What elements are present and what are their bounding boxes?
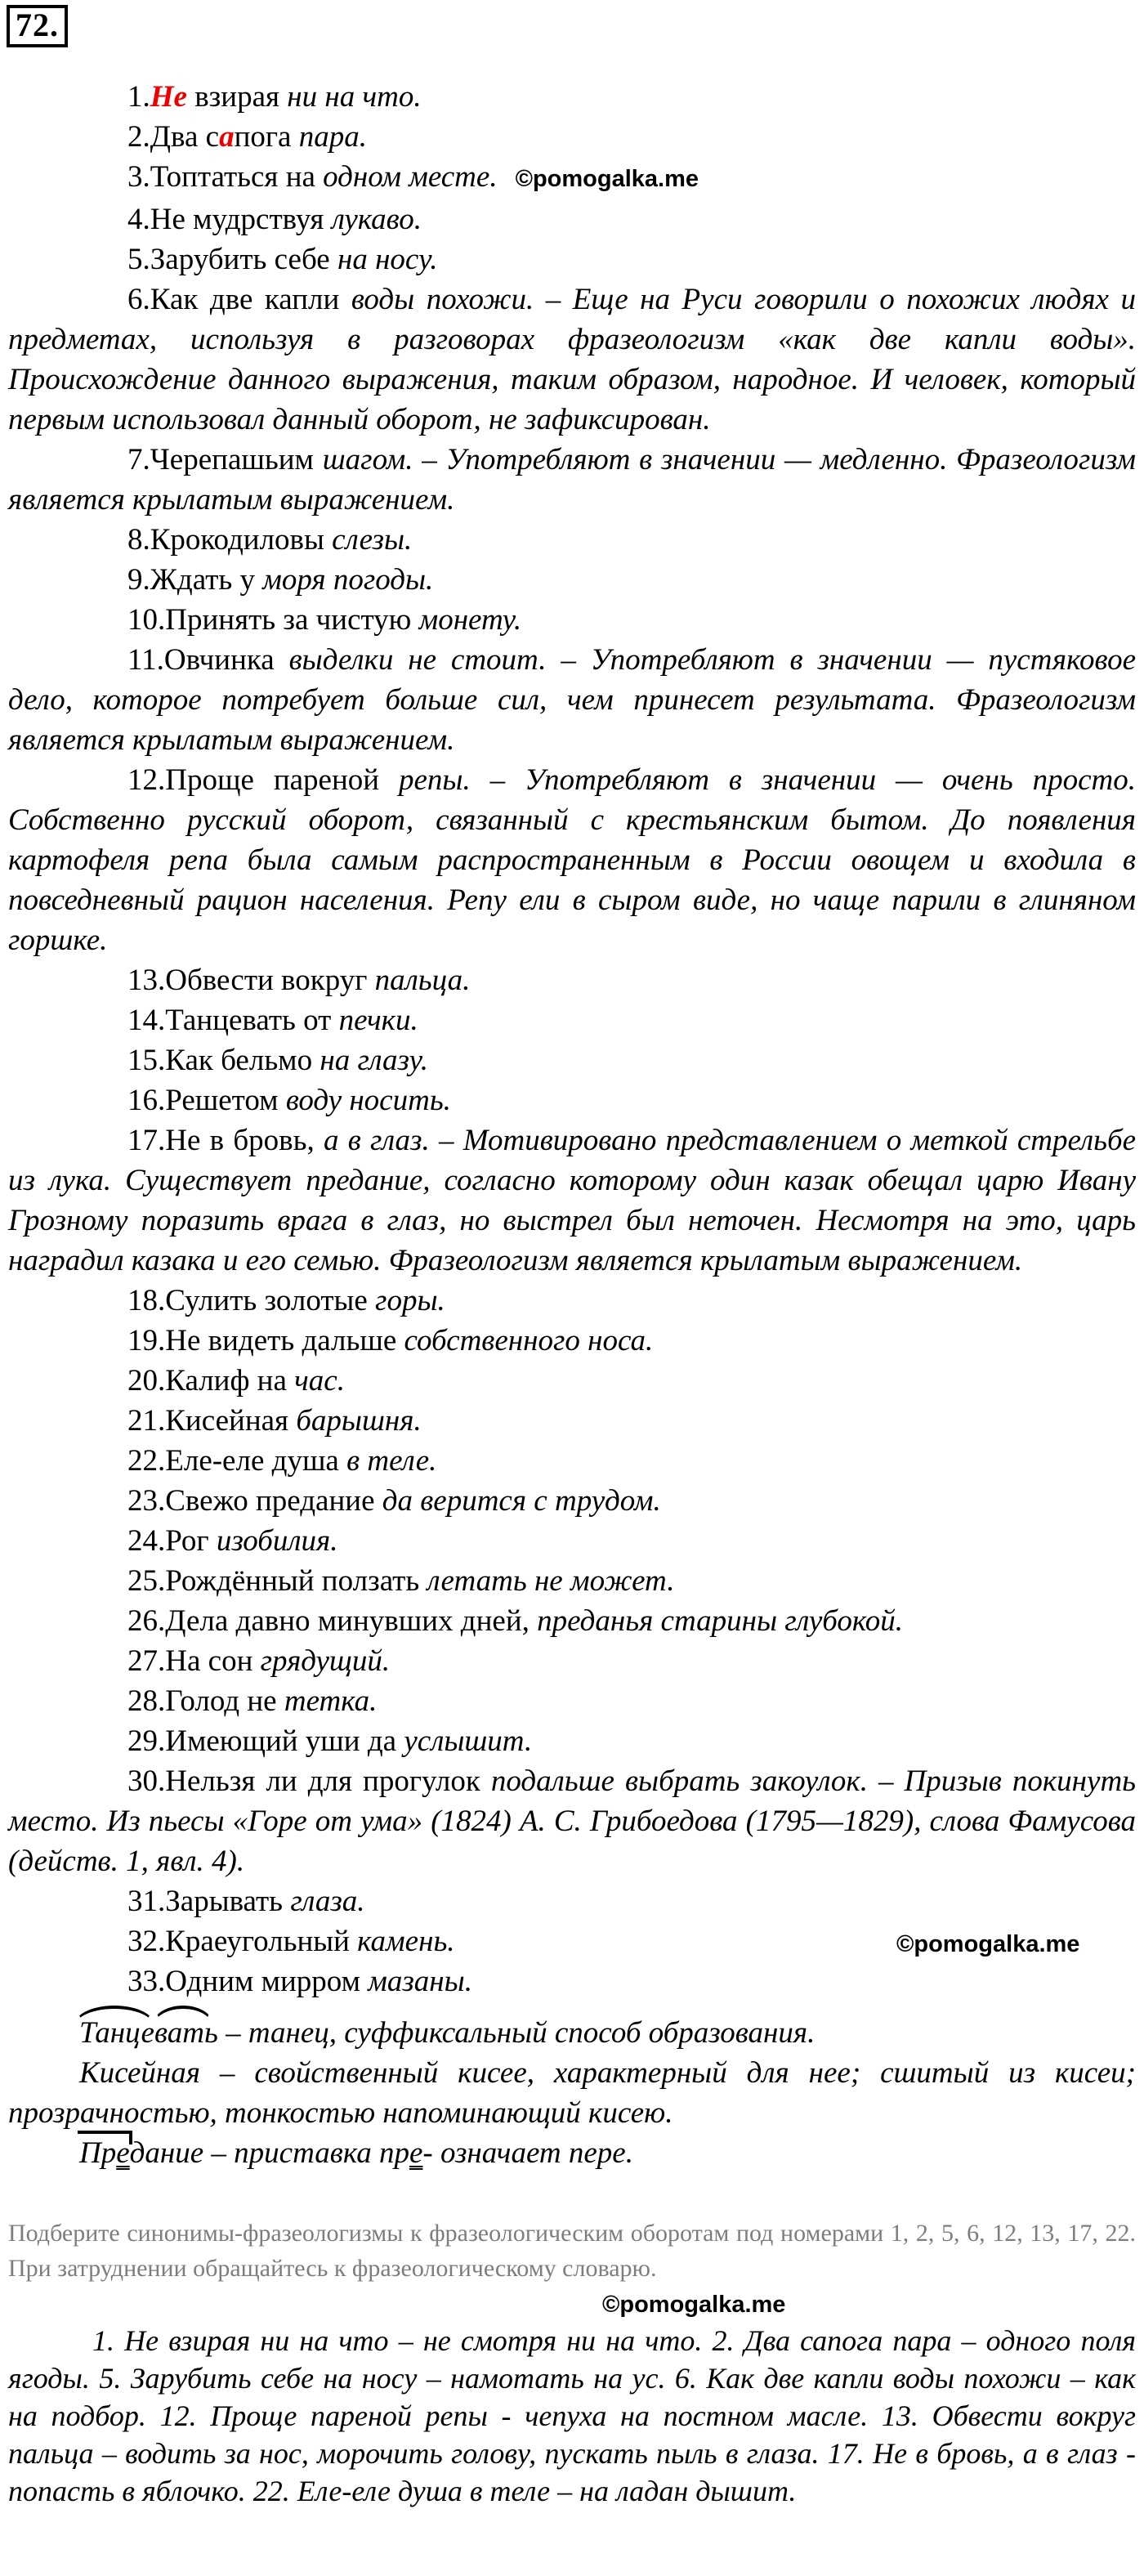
- text-run: Не мудрствуя: [150, 203, 332, 236]
- double-underlined-letter: е: [409, 2136, 423, 2170]
- answer-text: 1. Не взирая ни на что – не смотря ни на что. 2. Два сапога пара – одного поля ягоды. 5. Зарубить себе на носу – намотать на ус. 6. Как две капли воды похожи – как на подбор. 12. Проще пареной репы - чепуха на постном масле. 13. Обвести вокруг пальца – водить за нос, морочить голову, пускать пыль в глаза. 17. Не в бровь, а в глаз - попасть в яблочко. 22. Еле-еле душа в теле – на ладан дышит.: [8, 2324, 1136, 2507]
- list-item: [8, 1921, 1136, 1961]
- text-run: взирая: [186, 80, 288, 114]
- list-item: [8, 1561, 1136, 1601]
- item-number: 7.: [127, 443, 150, 476]
- text-run: воды похожи. – Еще на Руси говорили о похожих людях и предметах, используя в разговорах фразеологизм «как две капли воды». Происхождение данного выражения, таким образом, народное. И человек, который первым использовал данный оборот, не зафиксирован.: [8, 283, 1137, 436]
- list-item: [8, 520, 1136, 560]
- text-run: мазаны.: [368, 1965, 472, 1998]
- text-run: да верится с трудом.: [382, 1484, 661, 1518]
- text-run: собственного носа.: [404, 1324, 654, 1357]
- list-item: [8, 440, 1136, 520]
- item-number: 25.: [127, 1564, 166, 1598]
- text-run: тетка.: [284, 1684, 378, 1718]
- text-run: Проще пареной: [165, 763, 399, 797]
- list-item: [8, 117, 1136, 157]
- text-run: а в глаз. – Мотивировано представлением о меткой стрельбе из лука. Существует предание, согласно которому один казак обещал царю Ивану Грозному поразить врага в глаз, но выстрел был неточен. Несмотря на это, царь наградил казака и его семью. Фразеологизм является крылатым выражением.: [8, 1124, 1136, 1277]
- list-item: [8, 1761, 1136, 1881]
- item-number: 23.: [127, 1484, 166, 1518]
- double-underlined-letter: е: [116, 2136, 130, 2170]
- text-run: монету.: [418, 603, 522, 637]
- list-item: [8, 760, 1136, 960]
- text-run: репы. – Употребляют в значении — очень просто. Собственно русский оборот, связанный с крестьянским бытом. До появления картофеля репа была самым распространенным в России овощем и входила в повседневный рацион населения. Репу ели в сыром виде, но чаще парили в глиняном горшке.: [8, 763, 1136, 957]
- list-item: [8, 1601, 1136, 1641]
- text-run: Голод не: [165, 1684, 284, 1718]
- text-run: изобилия.: [216, 1524, 338, 1558]
- text-run: летать не может.: [427, 1564, 675, 1598]
- list-item: [8, 1481, 1136, 1521]
- list-item: [8, 77, 1136, 117]
- note-tanzevat: [8, 2013, 1136, 2053]
- list-item: [8, 280, 1136, 440]
- item-number: 12.: [127, 763, 166, 797]
- item-number: 28.: [127, 1684, 166, 1718]
- text-run: Кисейная: [165, 1404, 297, 1438]
- prefix-mark: [79, 2136, 130, 2170]
- list-item: [8, 1521, 1136, 1561]
- list-item: [8, 1401, 1136, 1441]
- text-run: грядущий.: [260, 1644, 391, 1678]
- item-number: 26.: [127, 1604, 166, 1638]
- item-number: 9.: [127, 563, 150, 597]
- text-run: пара.: [298, 120, 367, 154]
- list-item: [8, 1681, 1136, 1721]
- text-run: Имеющий уши да: [165, 1724, 404, 1758]
- item-number: 5.: [127, 243, 150, 276]
- text-run: на глазу.: [320, 1044, 429, 1077]
- text-run: барышня.: [296, 1404, 422, 1438]
- morpheme-arc-icon: [74, 2006, 154, 2025]
- text-run: лукаво.: [331, 203, 422, 236]
- list-item: [8, 157, 1136, 199]
- note-text: – танец, суффиксальный способ образования.: [217, 2016, 816, 2050]
- phrase-list: [8, 77, 1136, 2001]
- text-run: преданья старины глубокой.: [537, 1604, 904, 1638]
- text-run: услышит.: [404, 1724, 533, 1758]
- list-item: [8, 1281, 1136, 1321]
- text-run: а: [219, 120, 235, 154]
- text-run: Не в бровь,: [165, 1124, 324, 1157]
- item-number: 8.: [127, 523, 150, 557]
- list-item: [8, 560, 1136, 600]
- note-word: Танцевать: [79, 2016, 218, 2050]
- text-run: в теле.: [346, 1444, 437, 1478]
- text-run: Два с: [150, 120, 220, 154]
- text-run: глаза.: [290, 1885, 365, 1918]
- note-word-part: Пр: [79, 2136, 117, 2170]
- list-item: [8, 1721, 1136, 1761]
- watermark: ©pomogalka.me: [896, 1931, 1080, 1957]
- text-run: Принять за чистую: [165, 603, 419, 637]
- text-run: Черепашьим: [150, 443, 323, 476]
- text-run: выделки не стоит. – Употребляют в значении — пустяковое дело, которое потребует больше сил, чем принесет результата. Фразеологизм является крылатым выражением.: [8, 643, 1136, 757]
- item-number: 11.: [127, 643, 164, 677]
- list-item: [8, 640, 1136, 760]
- text-run: Еле-еле душа: [165, 1444, 347, 1478]
- text-run: пога: [234, 120, 299, 154]
- text-run: подальше выбрать закоулок. – Призыв покинуть место. Из пьесы «Горе от ума» (1824) А. С. Грибоедова (1795—1829), слова Фамусова (действ. 1, явл. 4).: [8, 1764, 1137, 1878]
- item-number: 27.: [127, 1644, 166, 1678]
- list-item: [8, 199, 1136, 239]
- text-run: Калиф на: [165, 1364, 295, 1398]
- list-item: [8, 1361, 1136, 1401]
- item-number: 3.: [127, 160, 150, 194]
- item-number: 10.: [127, 603, 166, 637]
- text-run: Обвести вокруг: [165, 964, 375, 997]
- item-number: 20.: [127, 1364, 166, 1398]
- text-run: На сон: [165, 1644, 261, 1678]
- morpheme-arc-icon: [153, 2006, 213, 2025]
- item-number: 14.: [127, 1004, 166, 1037]
- item-number: 1.: [127, 80, 150, 114]
- text-run: камень.: [357, 1925, 455, 1958]
- note-predanie: [8, 2133, 1136, 2173]
- item-number: 6.: [127, 283, 150, 316]
- list-item: [8, 1120, 1136, 1281]
- item-number: 4.: [127, 203, 150, 236]
- list-item: [8, 960, 1136, 1000]
- text-run: Рождённый ползать: [165, 1564, 427, 1598]
- list-item: [8, 600, 1136, 640]
- morphology-notes: [8, 2013, 1136, 2173]
- task-text: Подберите синонимы-фразеологизмы к фразеологическим оборотам под номерами 1, 2, 5, 6, 12, 13, 17, 22. При затруднении обращайтесь к фразеологическому словарю.: [8, 2220, 1136, 2282]
- text-run: Краеугольный: [165, 1925, 358, 1958]
- text-run: одном месте.: [323, 160, 498, 194]
- text-run: Зарубить себе: [150, 243, 337, 276]
- text-run: Рог: [165, 1524, 217, 1558]
- list-item: [8, 1000, 1136, 1040]
- text-run: на носу.: [337, 243, 438, 276]
- item-number: 32.: [127, 1925, 166, 1958]
- item-number: 2.: [127, 120, 150, 154]
- text-run: печки.: [338, 1004, 418, 1037]
- item-number: 21.: [127, 1404, 166, 1438]
- arc-marked-word: [79, 2013, 218, 2053]
- text-run: Как бельмо: [165, 1044, 320, 1077]
- item-number: 13.: [127, 964, 166, 997]
- text-run: ни на что.: [287, 80, 422, 114]
- text-run: Овчинка: [163, 643, 289, 677]
- item-number: 15.: [127, 1044, 166, 1077]
- item-number: 33.: [127, 1965, 166, 1998]
- list-item: [8, 1961, 1136, 2001]
- watermark: ©pomogalka.me: [602, 2292, 786, 2318]
- text-run: Ждать у: [150, 563, 263, 597]
- text-run: Нельзя ли для прогулок: [165, 1764, 491, 1798]
- watermark: ©pomogalka.me: [515, 166, 699, 192]
- item-number: 18.: [127, 1284, 166, 1317]
- text-run: Не: [150, 80, 187, 114]
- text-run: Решетом: [165, 1084, 286, 1117]
- item-number: 22.: [127, 1444, 166, 1478]
- item-number: 19.: [127, 1324, 166, 1357]
- list-item: [8, 1321, 1136, 1361]
- item-number: 16.: [127, 1084, 166, 1117]
- text-run: Сулить золотые: [165, 1284, 376, 1317]
- text-run: слезы.: [332, 523, 413, 557]
- text-run: Топтаться на: [150, 160, 324, 194]
- list-item: [8, 1641, 1136, 1681]
- text-run: моря погоды.: [262, 563, 434, 597]
- text-run: Не видеть дальше: [165, 1324, 404, 1357]
- note-text: дание – приставка пр: [129, 2136, 409, 2170]
- list-item: [8, 1441, 1136, 1481]
- text-run: Одним мирром: [165, 1965, 369, 1998]
- list-item: [8, 1040, 1136, 1080]
- text-run: Свежо предание: [165, 1484, 382, 1518]
- list-item: [8, 1881, 1136, 1921]
- exercise-number: 72.: [7, 5, 68, 47]
- list-item: [8, 1080, 1136, 1120]
- text-run: шагом. – Употребляют в значении — медленно. Фразеологизм является крылатым выражением.: [8, 443, 1136, 517]
- text-run: Зарывать: [165, 1885, 291, 1918]
- text-run: горы.: [375, 1284, 445, 1317]
- item-number: 29.: [127, 1724, 166, 1758]
- note-text: - означает пере.: [422, 2136, 633, 2170]
- item-number: 17.: [127, 1124, 166, 1157]
- item-number: 31.: [127, 1885, 166, 1918]
- text-run: Крокодиловы: [150, 523, 333, 557]
- note-kiseynaya: Кисейная – свойственный кисее, характерный для нее; сшитый из кисеи; прозрачностью, тонкостью напоминающий кисею.: [8, 2056, 1136, 2130]
- text-run: пальца.: [374, 964, 471, 997]
- text-run: воду носить.: [285, 1084, 451, 1117]
- text-run: Как две капли: [150, 283, 351, 316]
- text-run: час.: [294, 1364, 345, 1398]
- item-number: 30.: [127, 1764, 166, 1798]
- text-run: Танцевать от: [165, 1004, 339, 1037]
- item-number: 24.: [127, 1524, 166, 1558]
- list-item: [8, 239, 1136, 280]
- text-run: Дела давно минувших дней,: [165, 1604, 538, 1638]
